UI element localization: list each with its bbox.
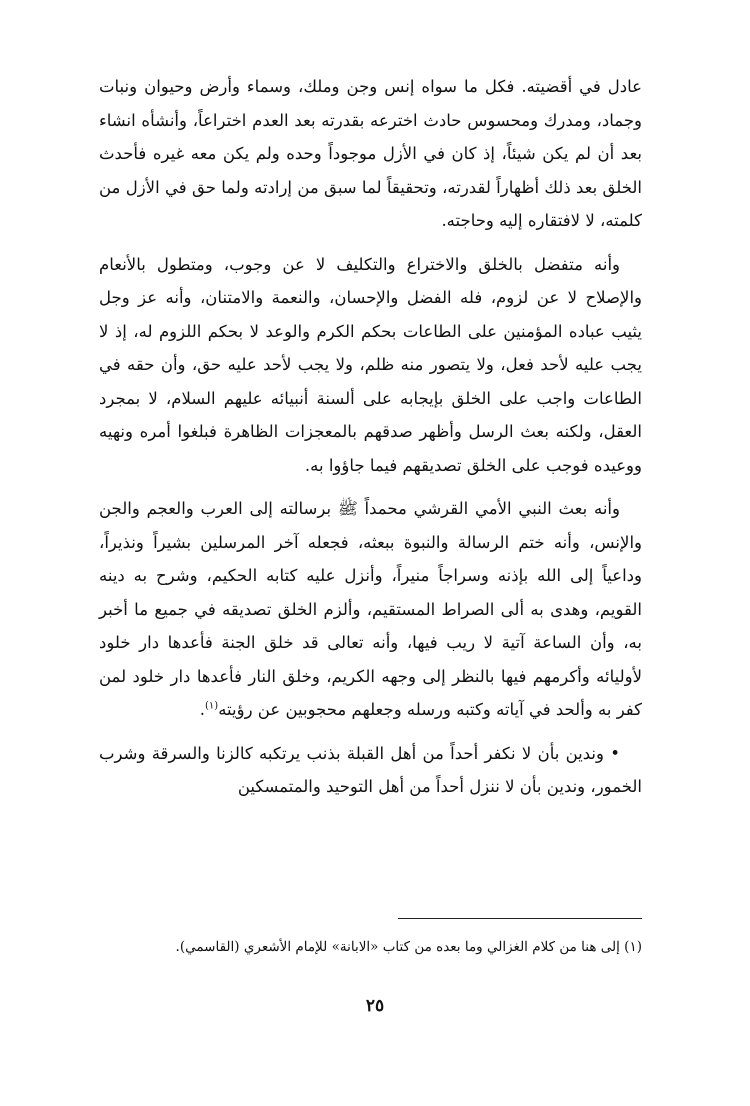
paragraph-3-text: وأنه بعث النبي الأمي القرشي محمداً ﷺ برسالته إلى العرب والعجم والجن والإنس، وأنه ختم الرسالة والنبوة ببعثه، فجعله آخر المرسلين بشيراً ونذيراً، وداعياً إلى الله بإذنه وسراجاً منيراً، وأنزل عليه كتابه الحكيم، وشرح به دينه القويم، وهدى به ألى الصراط المستقيم، وألزم الخلق تصديقه في جميع ما أخبر به، وأن الساعة آتية لا ريب فيها، وأنه تعالى قد خلق الجنة فأعدها دار خلود لأوليائه وأكرمهم فيها بالنظر إلى وجهه الكريم، وخلق النار فأعدها دار خلود لمن كفر به وألحد في آياته وكتبه ورسله وجعلهم محجوبين عن رؤيته [99, 499, 642, 719]
footnote-text: إلى هنا من كلام الغزالي وما بعده من كتاب «الابانة» للإمام الأشعري (القاسمي). [175, 939, 620, 955]
paragraph-2-text: وأنه متفضل بالخلق والاختراع والتكليف لا عن وجوب، ومتطول بالأنعام والإصلاح لا عن لزوم، فله الفضل والإحسان، والنعمة والامتنان، وأنه عز وجل يثيب عباده المؤمنين على الطاعات بحكم الكرم والوعد لا بحكم اللزوم له، إذ لا يجب عليه لأحد فعل، ولا يتصور منه ظلم، ولا يجب لأحد عليه حق، وأن حقه في الطاعات واجب على الخلق بإيجابه على ألسنة أنبيائه عليهم السلام، لا بمجرد العقل، ولكنه بعث الرسل وأظهر صدقهم بالمعجزات الظاهرة فبلغوا أمره ونهيه ووعيده فوجب على الخلق تصديقهم فيما جاؤوا به. [99, 254, 642, 475]
main-text [99, 70, 642, 814]
paragraph-4 [99, 737, 642, 804]
page-number: ٢٥ [365, 996, 385, 1016]
footnote-divider [398, 918, 642, 919]
footnote-reference[interactable]: (١) [205, 700, 219, 712]
paragraph-3 [99, 492, 642, 727]
paragraph-marker: • [610, 743, 620, 763]
paragraph-3-tail: . [199, 700, 206, 719]
paragraph-1-text: عادل في أقضيته. فكل ما سواه إنس وجن وملك، وسماء وأرض وحيوان ونبات وجماد، ومدرك ومحسوس حادث اخترعه بقدرته بعد العدم اختراعاً، وأنشأه انشاء بعد أن لم يكن شيئاً، إذ كان في الأزل موجوداً وحده ولم يكن معه غيره فأحدث الخلق بعد ذلك أظهاراً لقدرته، وتحقيقاً لما سبق من إرادته ولما حق في الأزل من كلمته، لا لافتقاره إليه وحاجته. [99, 77, 642, 230]
paragraph-4-text: وندين بأن لا نكفر أحداً من أهل القبلة بذنب يرتكبه كالزنا والسرقة وشرب الخمور، وندين بأن لا ننزل أحداً من أهل التوحيد والمتمسكين [99, 743, 642, 796]
paragraph-2 [99, 248, 642, 483]
footnote-number: (١) [624, 939, 642, 955]
footnote [99, 936, 642, 958]
paragraph-1 [99, 70, 642, 238]
